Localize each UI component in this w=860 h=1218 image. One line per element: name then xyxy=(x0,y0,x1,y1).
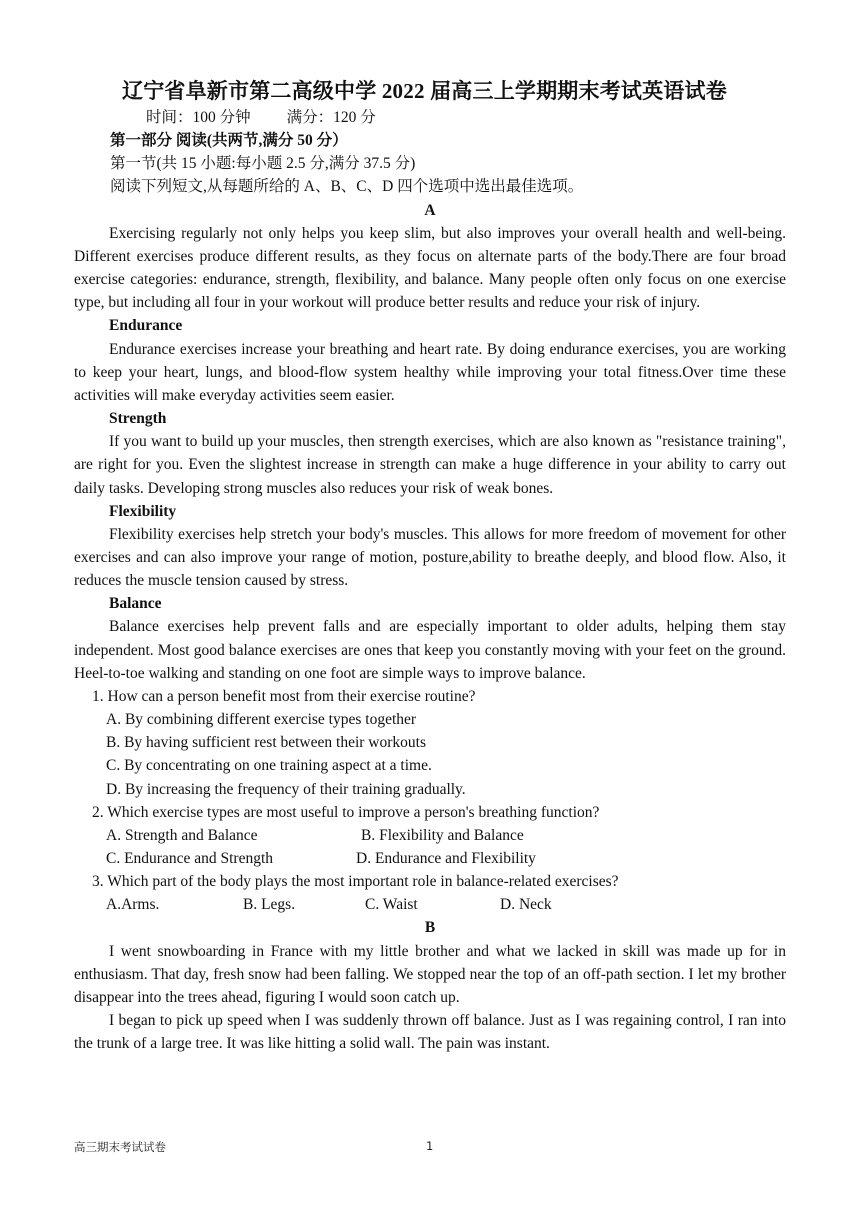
flexibility-heading: Flexibility xyxy=(109,502,177,520)
question-3-option-d: D. Neck xyxy=(500,896,552,914)
page-content xyxy=(74,76,786,1055)
question-3-options-row xyxy=(74,893,786,916)
part-heading: 第一部分 阅读(共两节,满分 50 分） xyxy=(110,132,348,150)
passage-a-intro: Exercising regularly not only helps you keep slim, but also improves your overall health and well-being. Different exercises produce different results, as they focus on alternate parts of the body.There are four broad exercise categories: endurance, strength, flexibility, and balance. Many people often only focus on one exercise type, but including all four in your workout will produce better results and reduce your risk of injury. xyxy=(74,224,786,312)
balance-heading: Balance xyxy=(109,595,162,613)
flexibility-paragraph: Flexibility exercises help stretch your body's muscles. This allows for more freedom of movement for other exercises and can also improve your range of motion, posture,ability to breathe deeply, and blood flow. Also, it reduces the muscle tension caused by stress. xyxy=(74,525,786,590)
question-2-option-a: A. Strength and Balance xyxy=(106,826,258,844)
question-1-option-b: B. By having sufficient rest between their workouts xyxy=(106,734,426,752)
question-3-option-b: B. Legs. xyxy=(243,896,296,914)
question-1-option-d: D. By increasing the frequency of their training gradually. xyxy=(106,780,466,798)
endurance-paragraph: Endurance exercises increase your breathing and heart rate. By doing endurance exercises, you are working to keep your heart, lungs, and blood-flow system healthy while improving your total fitness.Over time these activities will make everyday activities seem easier. xyxy=(74,340,786,404)
passage-a-label: A xyxy=(424,201,436,219)
question-2-option-d: D. Endurance and Flexibility xyxy=(356,850,536,867)
question-2-option-b: B. Flexibility and Balance xyxy=(361,826,524,844)
question-2-option-c: C. Endurance and Strength xyxy=(106,850,274,867)
footer-label: 高三期末考试试卷 xyxy=(74,1140,166,1154)
passage-b-label: B xyxy=(424,919,436,937)
strength-heading: Strength xyxy=(109,410,167,428)
question-2-options-row-2 xyxy=(74,847,786,870)
question-3-option-a: A.Arms. xyxy=(106,896,160,914)
time-label: 时间：100 分钟 xyxy=(146,109,251,126)
strength-paragraph: If you want to build up your muscles, then strength exercises, which are also known as "resistance training", are right for you. Even the slightest increase in strength can make a huge difference in your ability to carry out daily tasks. Developing strong muscles also reduces your risk of weak bones. xyxy=(74,433,786,497)
instructions: 阅读下列短文,从每题所给的 A、B、C、D 四个选项中选出最佳选项。 xyxy=(110,178,584,196)
page-title: 辽宁省阜新市第二高级中学 2022 届高三上学期期末考试英语试卷 xyxy=(122,79,727,103)
question-3-option-c: C. Waist xyxy=(365,896,418,914)
question-1: 1. How can a person benefit most from their exercise routine? xyxy=(92,687,476,705)
passage-b-paragraph-2: I began to pick up speed when I was suddenly thrown off balance. Just as I was regaining control, I ran into the trunk of a large tree. It was like hitting a solid wall. The pain was instant. xyxy=(74,1012,786,1053)
balance-paragraph: Balance exercises help prevent falls and are especially important to older adults, helping them stay independent. Most good balance exercises are ones that keep you constantly moving with your feet on the ground. Heel-to-toe walking and standing on one foot are simple ways to improve balance. xyxy=(74,618,786,682)
question-2: 2. Which exercise types are most useful to improve a person's breathing function? xyxy=(92,803,600,821)
page-number: 1 xyxy=(426,1139,434,1153)
question-1-option-c: C. By concentrating on one training aspect at a time. xyxy=(106,757,432,775)
endurance-heading: Endurance xyxy=(109,317,183,335)
question-2-options-row-1 xyxy=(74,824,786,847)
score-label: 满分：120 分 xyxy=(286,109,376,126)
section-heading: 第一节(共 15 小题:每小题 2.5 分,满分 37.5 分) xyxy=(110,155,416,173)
exam-time-info xyxy=(74,106,786,129)
question-1-option-a: A. By combining different exercise types together xyxy=(106,711,417,729)
passage-b-paragraph-1: I went snowboarding in France with my little brother and what we lacked in skill was made up for in enthusiasm. That day, fresh snow had been falling. We stopped near the top of an off-path section. I let my brother disappear into the trees ahead, figuring I would soon catch up. xyxy=(74,942,786,1006)
question-3: 3. Which part of the body plays the most important role in balance-related exercises? xyxy=(92,873,619,891)
